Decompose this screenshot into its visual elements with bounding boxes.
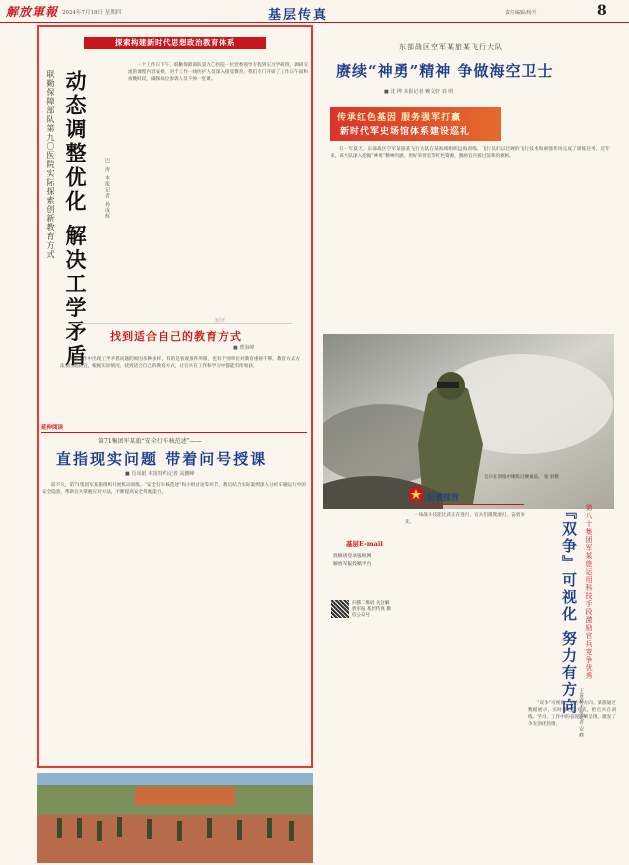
right-body [330,146,610,330]
sub-byline: ■ 曹海峰 [233,345,255,351]
dateline: 2024年7月18日 星期四 [62,10,122,16]
editor-credit: 责任编辑/杨升 [505,10,537,16]
article-body [128,62,308,312]
pre-headline: 联勤保障部队第九〇医院实际探索创新教育方式 [46,70,55,259]
exploration-body [405,512,525,852]
banner-line-2: 新时代军史场馆体系建设巡礼 [340,127,471,137]
kicker-banner: 探索构建新时代思想政治教育体系 [84,37,266,49]
bottom-photo [37,773,313,863]
page-number: 8 [597,3,607,19]
body-paragraph: 前不久，第71集团军某旅组织开展机动训练。“安全行车核范述”和小组讨论等环节，教员结合实际案例深入分析车辆运行中的安全隐患，帮助官兵掌握应对方法，不断提高安全驾驶能力。 [42,483,306,495]
divider [41,432,307,433]
exploration-title: 记者探营 [427,492,459,502]
vertical-byline: 王善嘉 本报记者 安 峰 [578,688,584,738]
body-paragraph: 有一年夏天，东部战区空军某旅某飞行大队在某海域组织远海训练，飞行员们以过硬的飞行技术和顽强作风完成了训练任务。近年来，该大队深入挖掘“神勇”精神内涵，用好荣誉室等红色资源，激励官兵接过前辈的旗帜。 [330,147,610,159]
army-star-icon [409,487,423,501]
divider [408,504,524,505]
body-paragraph: 实际工作中出现工学矛盾问题的原因多种多样，有的是客观条件所限，也有个别单位对教育重视不够。教育方式方法要因地制宜，根据实际情况，找到适合自己的教育方式，让官兵在工作和学习中都能有所收获。 [60,357,300,369]
body-paragraph: 一场战斗技能比武正在进行，官兵们摸爬滚打，奋勇争先。 [405,513,525,525]
sub-kicker: 短评 [215,318,226,324]
qr-code-icon[interactable] [331,600,349,618]
story-kicker: 第71集团军某旅“安全行车核范述”—— [98,438,202,445]
vertical-headline: 『双争』可视化 努力有方向 [560,504,578,716]
body-paragraph: 一个工作日下午，联勤保障部队第九〇医院一位党委领导专程到实习学研班，调研交流的课程内容安排，对于工作一线医护人员深入接受教育，我们专门开辟了工作日午间和夜晚时段，确保每位参训人员不掉一堂课。 [128,63,308,82]
body-paragraph: “双争”可视化，努力有方向。某旅通过数据展示、实时排名等方式，把官兵在训练、学习、工作中的表现清晰呈现，激发了争先创优热情。 [528,701,616,727]
divider [72,323,292,324]
byline: 巴 涛 本报记者 孙成辉 [104,158,110,220]
right-byline: ■ 沈 博 本报记者 赖文轩 刘 明 [384,89,454,95]
story-headline: 直指现实问题 带着问号授课 [56,450,268,468]
email-line-1: 投稿请登录报纸网 [333,554,372,559]
training-photo [323,334,614,509]
banner-line-1: 传承红色基因 服务强军打赢 [337,113,462,123]
photo-caption: 官兵在训练中锤炼过硬素质。 张 羽摄 [484,475,559,480]
right-kicker: 东部战区空军某旅某飞行大队 [399,43,503,51]
extended-reading-tag: 延伸阅读 [41,425,64,431]
headline: 动态调整优化 解决工学矛盾 [63,70,88,369]
vertical-pre-headline: 第八十集团军某旅运用科技手段激励官兵竞争优秀 [585,504,593,680]
email-title: 基层E-mail [346,540,383,548]
email-line-2: 解放军报投稿平台 [333,562,372,567]
commentary-body [60,356,300,416]
sub-headline: 找到适合自己的教育方式 [110,330,242,343]
wechat-text: 扫描二维码 关注解放军报 基层传真 微信公众号 [352,601,391,618]
vertical-story-body [528,700,616,860]
story-body [42,482,306,766]
section-title: 基层传真 [268,8,329,23]
story-byline: ■ 肖凤娟 本报特约记者 高鹏峰 [125,471,195,477]
right-headline: 赓续“神勇”精神 争做海空卫士 [336,62,554,80]
newspaper-logo: 解放軍報 [6,5,59,19]
